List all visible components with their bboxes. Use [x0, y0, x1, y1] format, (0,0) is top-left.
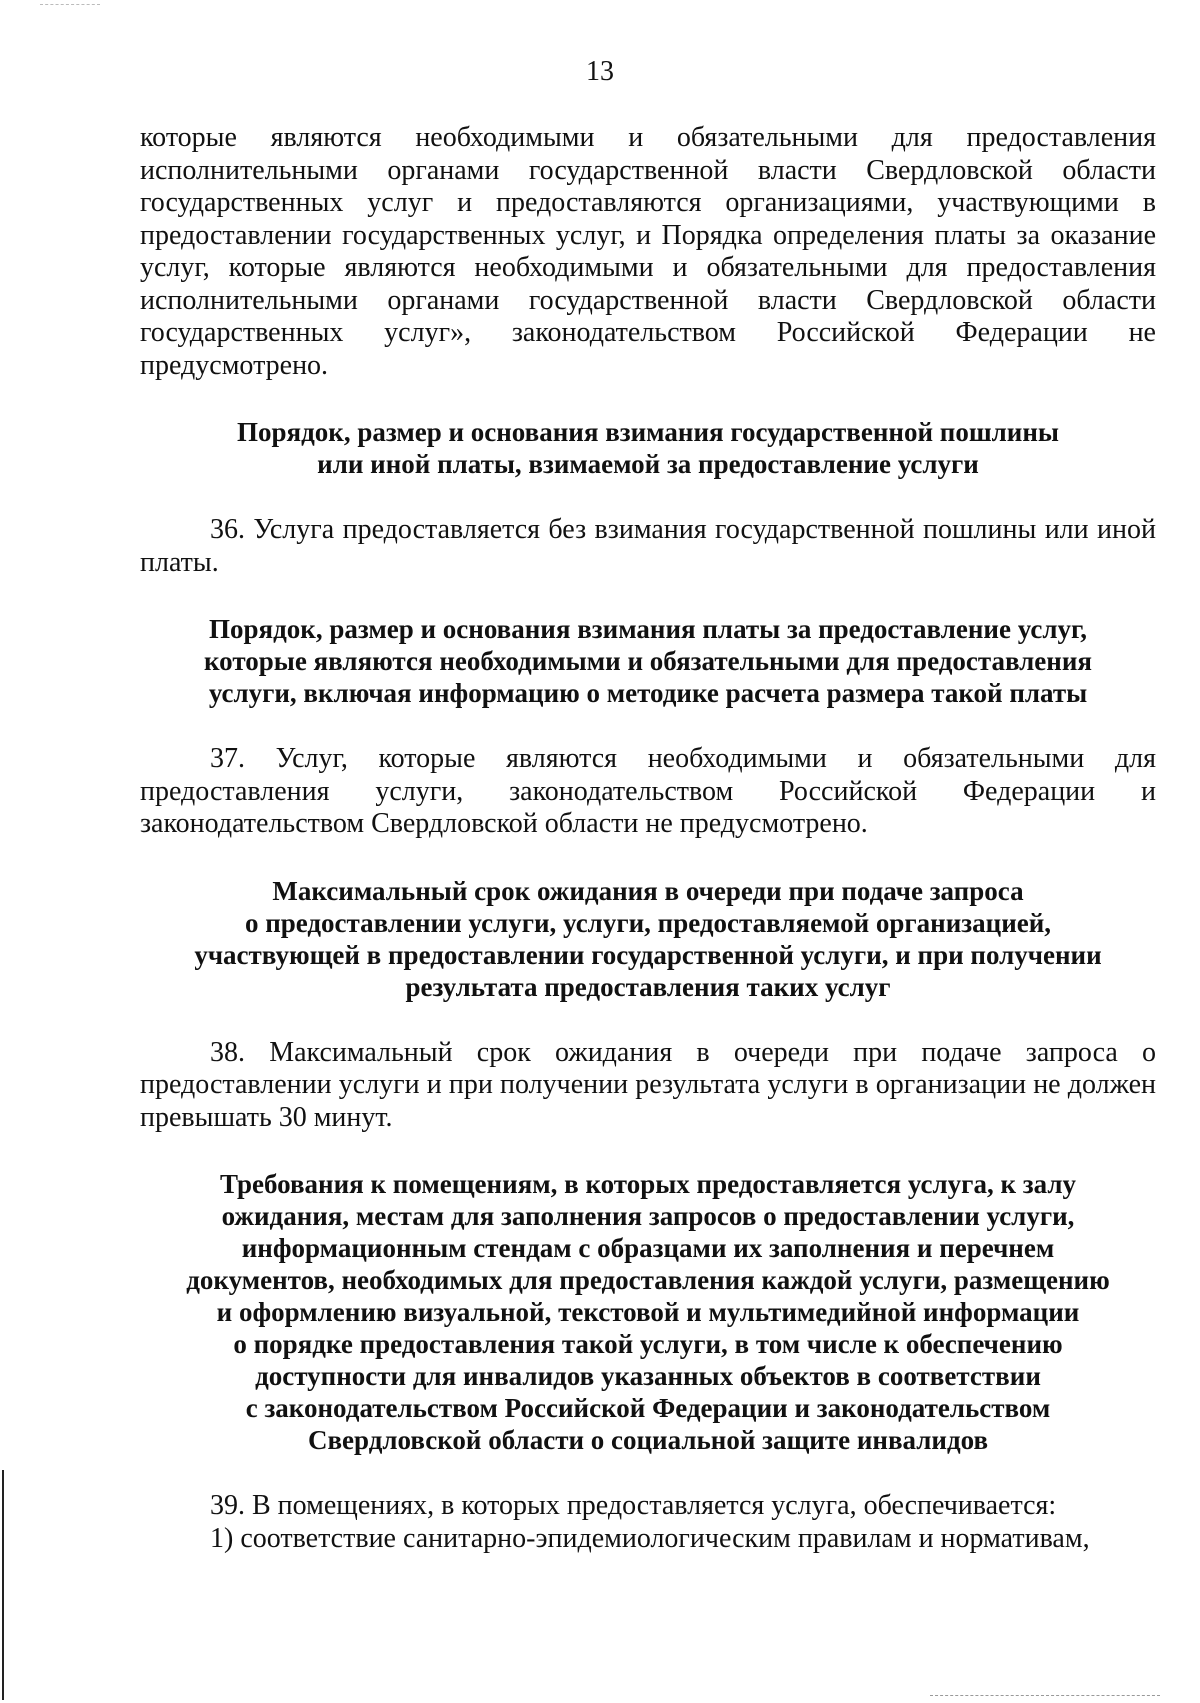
heading-line: результата предоставления таких услуг	[405, 971, 891, 1002]
section-heading-queue-time	[140, 875, 1156, 1003]
heading-line: информационным стендам с образцами их заполнения и перечнем	[241, 1233, 1055, 1263]
scan-artifact-left	[2, 1470, 4, 1700]
heading-line: услуги, включая информацию о методике расчета размера такой платы	[208, 678, 1088, 708]
paragraph-38: 38. Максимальный срок ожидания в очереди при подаче запроса о предоставлении услуги и при получении результата услуги в организации не должен превышать 30 минут.	[140, 1036, 1156, 1133]
section-heading-state-fee	[140, 416, 1156, 480]
heading-line: Максимальный срок ожидания в очереди при подаче запроса	[272, 875, 1024, 906]
heading-line: доступности для инвалидов указанных объектов в соответствии	[255, 1361, 1041, 1391]
spacer	[140, 579, 1156, 613]
spacer	[140, 1134, 1156, 1168]
heading-line: Порядок, размер и основания взимания государственной пошлины	[237, 417, 1059, 447]
section-heading-premises-requirements	[140, 1168, 1156, 1456]
heading-line: Свердловской области о социальной защите инвалидов	[307, 1425, 989, 1455]
heading-line: ожидания, местам для заполнения запросов о предоставлении услуги,	[221, 1201, 1075, 1231]
spacer	[140, 1456, 1156, 1490]
heading-line: Требования к помещениям, в которых предоставляется услуга, к залу	[220, 1169, 1076, 1199]
heading-line: и оформлению визуальной, текстовой и мультимедийной информации	[216, 1297, 1080, 1327]
page-number: 13	[586, 56, 614, 87]
paragraph-37: 37. Услуг, которые являются необходимыми и обязательными для предоставления услуги, законодательством Российской Федерации и законодательством Свердловской области не предусмотрено.	[140, 743, 1156, 839]
spacer	[140, 480, 1156, 514]
spacer	[140, 1003, 1156, 1037]
paragraph-intro: которые являются необходимыми и обязательными для предоставления исполнительными органами государственной власти Свердловской области государственных услуг и предоставляются организациями, участвующими в предоставлении государственных услуг, и Порядка определения платы за оказание услуг, которые являются необходимыми и обязательными для предоставления исполнительными органами государственной власти Свердловской области государственных услуг», законодательством Российской Федерации не предусмотрено.	[140, 122, 1156, 381]
heading-line: участвующей в предоставлении государственной услуги, и при получении	[194, 939, 1102, 970]
heading-line: с законодательством Российской Федерации и законодательством	[245, 1393, 1051, 1423]
scan-artifact-bottom	[930, 1695, 1160, 1697]
spacer	[140, 709, 1156, 743]
paragraph-39: 39. В помещениях, в которых предоставляется услуга, обеспечивается:	[210, 1490, 1057, 1521]
spacer	[140, 841, 1156, 875]
spacer	[140, 382, 1156, 416]
document-body	[140, 122, 1156, 1555]
heading-line: Порядок, размер и основания взимания платы за предоставление услуг,	[209, 614, 1087, 644]
heading-line: о предоставлении услуги, услуги, предоставляемой организацией,	[244, 907, 1052, 938]
section-heading-payment-services	[140, 613, 1156, 709]
paragraph-36: 36. Услуга предоставляется без взимания государственной пошлины или иной платы.	[140, 514, 1156, 578]
paragraph-39-item-1: 1) соответствие санитарно-эпидемиологическим правилам и нормативам,	[210, 1522, 1090, 1554]
heading-line: или иной платы, взимаемой за предоставление услуги	[317, 449, 979, 479]
heading-line: о порядке предоставления такой услуги, в том числе к обеспечению	[233, 1329, 1063, 1359]
heading-line: которые являются необходимыми и обязательными для предоставления	[203, 646, 1093, 676]
scan-artifact-top	[40, 4, 100, 6]
heading-line: документов, необходимых для предоставления каждой услуги, размещению	[186, 1265, 1110, 1295]
